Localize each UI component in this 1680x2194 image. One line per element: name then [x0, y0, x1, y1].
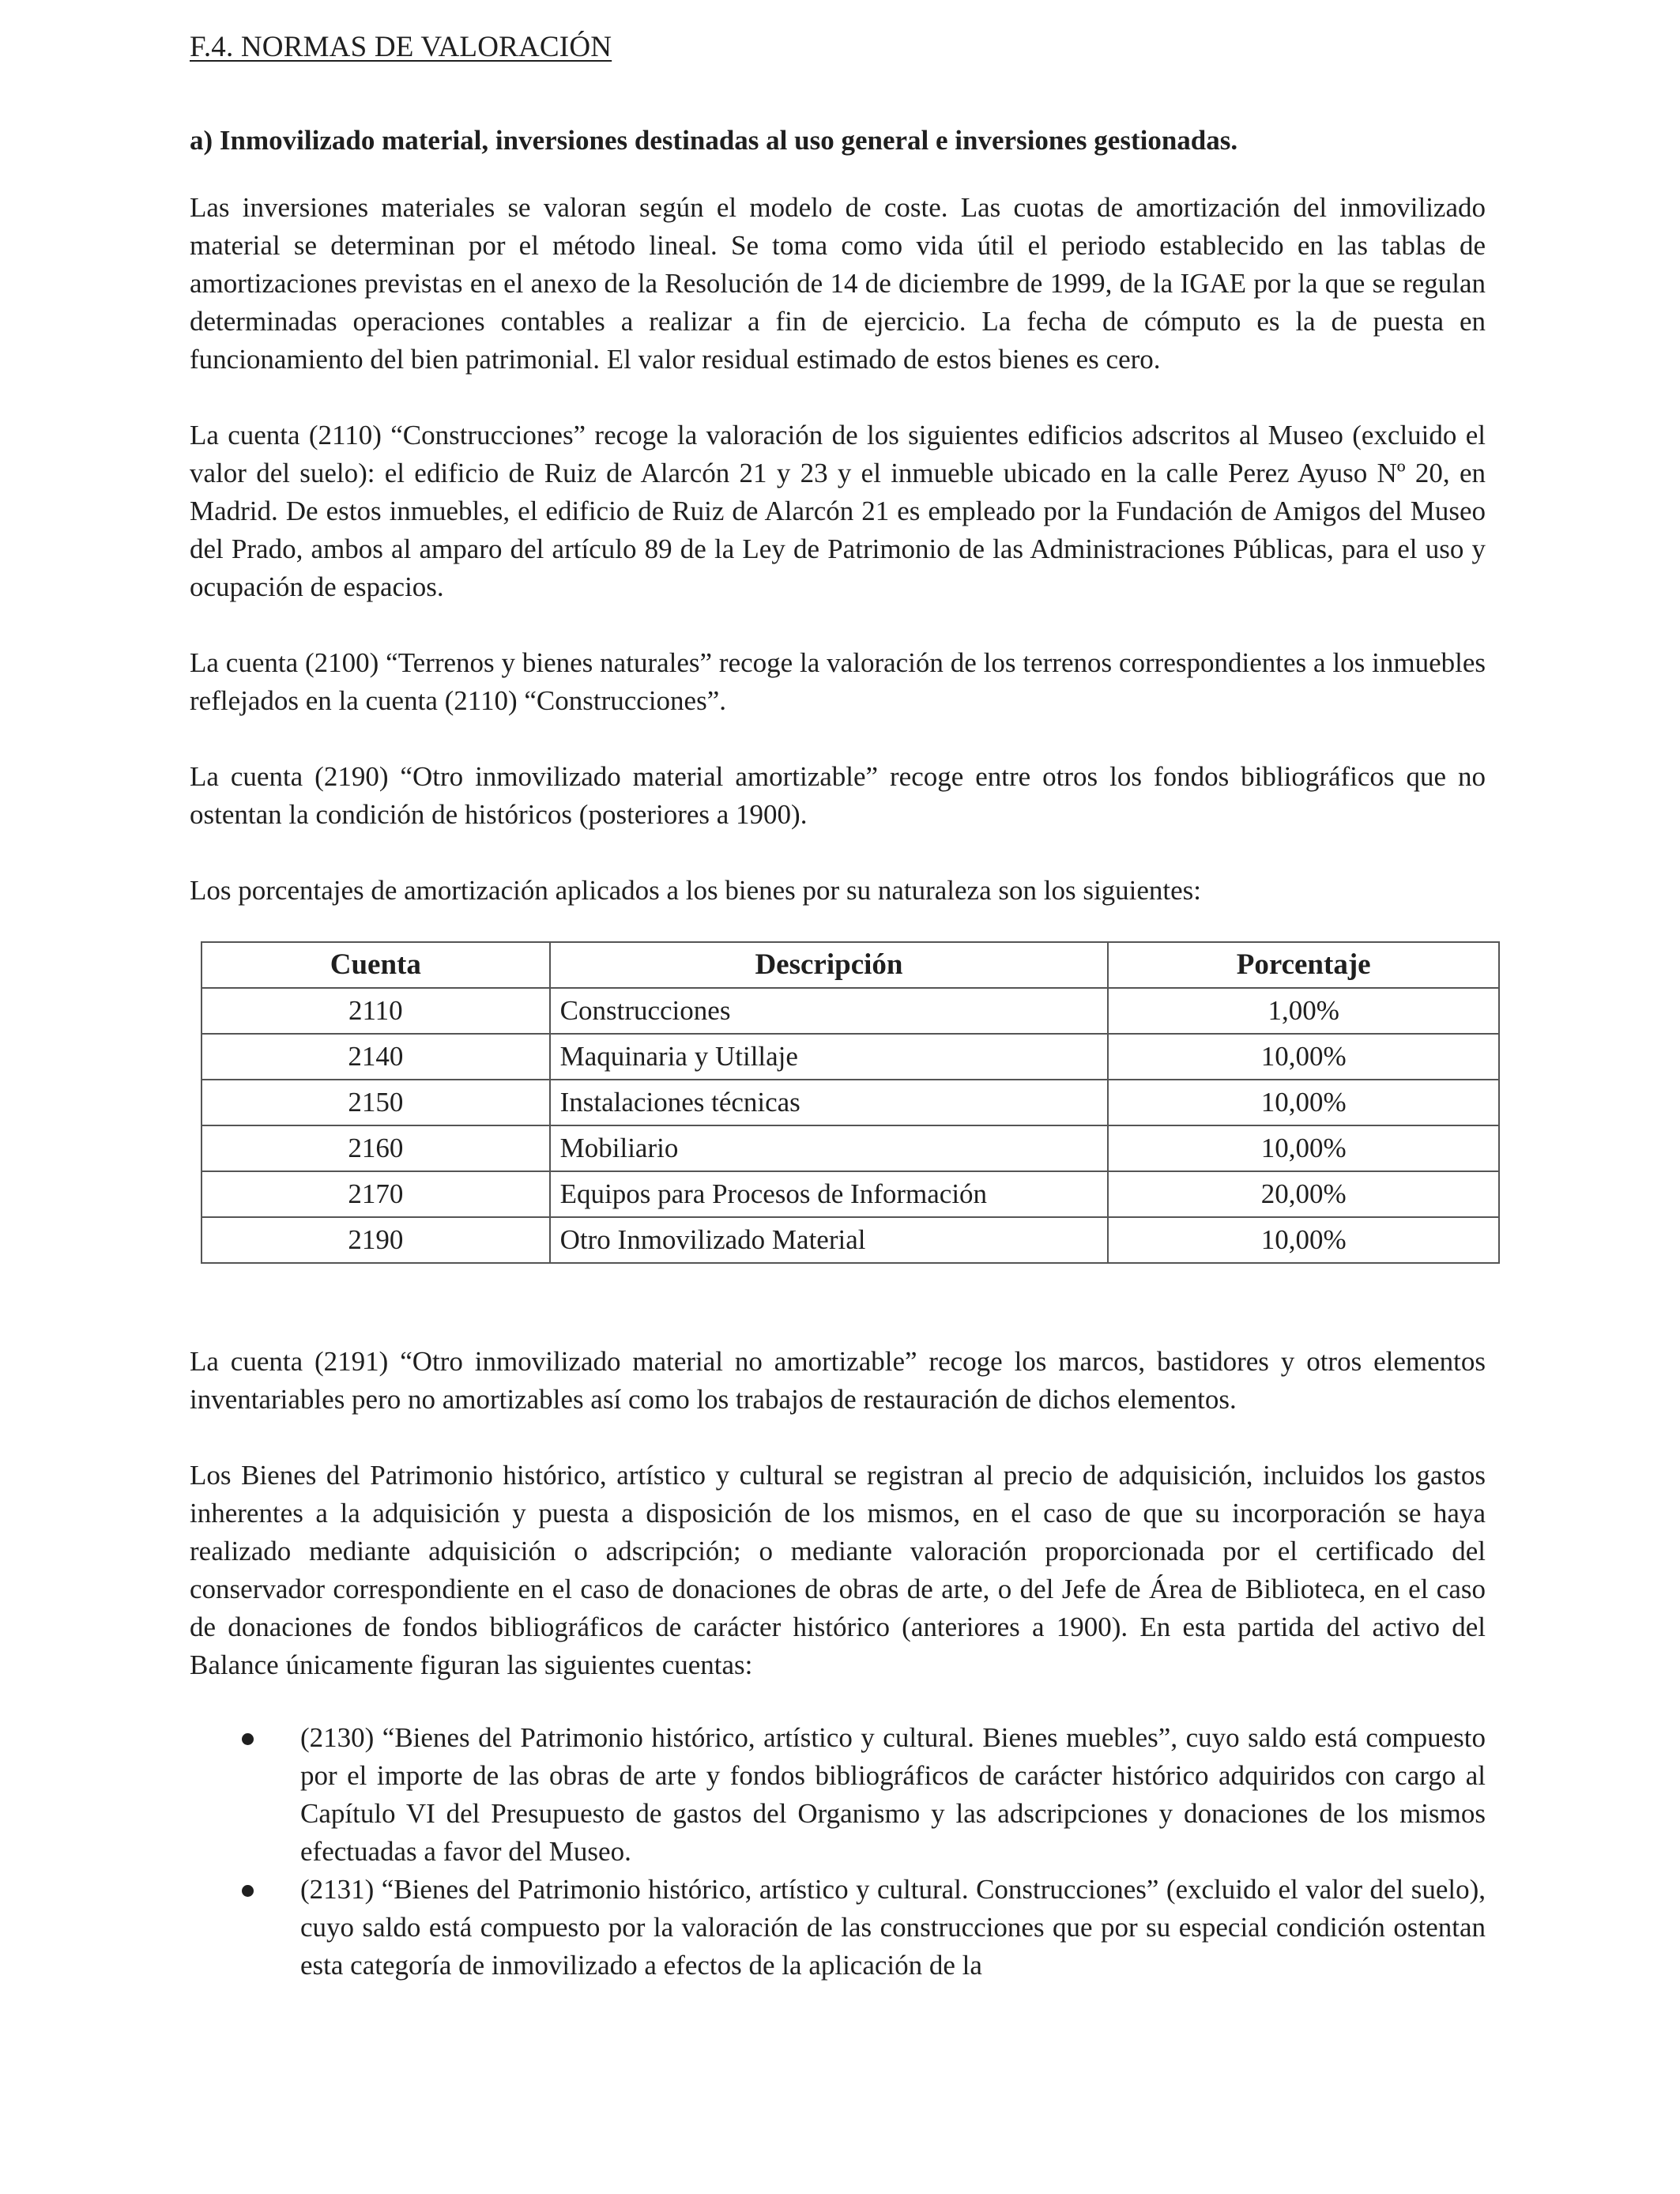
- cell-descripcion: Maquinaria y Utillaje: [550, 1034, 1109, 1080]
- table-header-row: [202, 942, 1499, 988]
- amortization-table: [201, 941, 1500, 1264]
- cell-descripcion: Equipos para Procesos de Información: [550, 1171, 1109, 1217]
- cell-porcentaje: 10,00%: [1108, 1217, 1499, 1263]
- paragraph-account-2100: La cuenta (2100) “Terrenos y bienes naturales” recoge la valoración de los terrenos correspondientes a los inmuebles reflejados en la cuenta (2110) “Construcciones”.: [190, 647, 1486, 716]
- paragraph-account-2190: La cuenta (2190) “Otro inmovilizado material amortizable” recoge entre otros los fondos bibliográficos que no ostentan la condición de históricos (posteriores a 1900).: [190, 761, 1486, 830]
- cell-porcentaje: 10,00%: [1108, 1080, 1499, 1125]
- cell-porcentaje: 10,00%: [1108, 1034, 1499, 1080]
- cell-cuenta: 2140: [202, 1034, 550, 1080]
- list-item: [190, 1871, 1486, 1985]
- cell-descripcion: Instalaciones técnicas: [550, 1080, 1109, 1125]
- subsection-title: a) Inmovilizado material, inversiones destinadas al uso general e inversiones gestionadas.: [190, 125, 1238, 156]
- cell-porcentaje: 1,00%: [1108, 988, 1499, 1034]
- paragraph-account-2110: La cuenta (2110) “Construcciones” recoge la valoración de los siguientes edificios adscritos al Museo (excluido el valor del suelo): el edificio de Ruiz de Alarcón 21 y 23 y el inmueble ubicado en la calle Perez Ayuso Nº 20, en Madrid. De estos inmuebles, el edificio de Ruiz de Alarcón 21 es empleado por la Fundación de Amigos del Museo del Prado, ambos al amparo del artículo 89 de la Ley de Patrimonio de las Administraciones Públicas, para el uso y ocupación de espacios.: [190, 420, 1486, 602]
- bullet-icon: [242, 1733, 254, 1745]
- bullet-icon: [242, 1885, 254, 1897]
- paragraph-heritage-assets: Los Bienes del Patrimonio histórico, artístico y cultural se registran al precio de adquisición, incluidos los gastos inherentes a la adquisición y puesta a disposición de los mismos, en el caso de que su incorporación se haya realizado mediante adquisición o adscripción; o mediante valoración proporcionada por el certificado del conservador correspondiente en el caso de donaciones de obras de arte, o del Jefe de Área de Biblioteca, en el caso de donaciones de fondos bibliográficos de carácter histórico (anteriores a 1900). En esta partida del activo del Balance únicamente figuran las siguientes cuentas:: [190, 1460, 1486, 1680]
- cell-cuenta: 2190: [202, 1217, 550, 1263]
- section-title: F.4. NORMAS DE VALORACIÓN: [190, 31, 612, 63]
- paragraph-amortization-intro: Los porcentajes de amortización aplicados a los bienes por su naturaleza son los siguientes:: [190, 875, 1202, 906]
- header-porcentaje: Porcentaje: [1108, 942, 1499, 988]
- table-row: [202, 1080, 1499, 1125]
- table-row: [202, 1034, 1499, 1080]
- cell-cuenta: 2160: [202, 1125, 550, 1171]
- heritage-accounts-list: [190, 1719, 1486, 1985]
- table-row: [202, 1171, 1499, 1217]
- table-row: [202, 1125, 1499, 1171]
- cell-descripcion: Otro Inmovilizado Material: [550, 1217, 1109, 1263]
- list-item-text: (2130) “Bienes del Patrimonio histórico, artístico y cultural. Bienes muebles”, cuyo saldo está compuesto por el importe de las obras de arte y fondos bibliográficos de carácter histórico adquiridos con cargo al Capítulo VI del Presupuesto de gastos del Organismo y las adscripciones y donaciones de los mismos efectuadas a favor del Museo.: [300, 1722, 1486, 1867]
- header-descripcion: Descripción: [550, 942, 1109, 988]
- paragraph-account-2191: La cuenta (2191) “Otro inmovilizado material no amortizable” recoge los marcos, bastidores y otros elementos inventariables pero no amortizables así como los trabajos de restauración de dichos elementos.: [190, 1346, 1486, 1415]
- cell-porcentaje: 10,00%: [1108, 1125, 1499, 1171]
- table-row: [202, 988, 1499, 1034]
- cell-cuenta: 2170: [202, 1171, 550, 1217]
- cell-porcentaje: 20,00%: [1108, 1171, 1499, 1217]
- table-row: [202, 1217, 1499, 1263]
- cell-descripcion: Mobiliario: [550, 1125, 1109, 1171]
- document-page: [190, 24, 1486, 1985]
- list-item: [190, 1719, 1486, 1871]
- paragraph-valuation-model: Las inversiones materiales se valoran según el modelo de coste. Las cuotas de amortización del inmovilizado material se determinan por el método lineal. Se toma como vida útil el periodo establecido en las tablas de amortizaciones previstas en el anexo de la Resolución de 14 de diciembre de 1999, de la IGAE por la que se regulan determinadas operaciones contables a realizar a fin de ejercicio. La fecha de cómputo es la de puesta en funcionamiento del bien patrimonial. El valor residual estimado de estos bienes es cero.: [190, 192, 1486, 375]
- cell-descripcion: Construcciones: [550, 988, 1109, 1034]
- header-cuenta: Cuenta: [202, 942, 550, 988]
- cell-cuenta: 2110: [202, 988, 550, 1034]
- list-item-text: (2131) “Bienes del Patrimonio histórico, artístico y cultural. Construcciones” (excluido el valor del suelo), cuyo saldo está compuesto por la valoración de las construcciones que por su especial condición ostentan esta categoría de inmovilizado a efectos de la aplicación de la: [300, 1874, 1486, 1981]
- cell-cuenta: 2150: [202, 1080, 550, 1125]
